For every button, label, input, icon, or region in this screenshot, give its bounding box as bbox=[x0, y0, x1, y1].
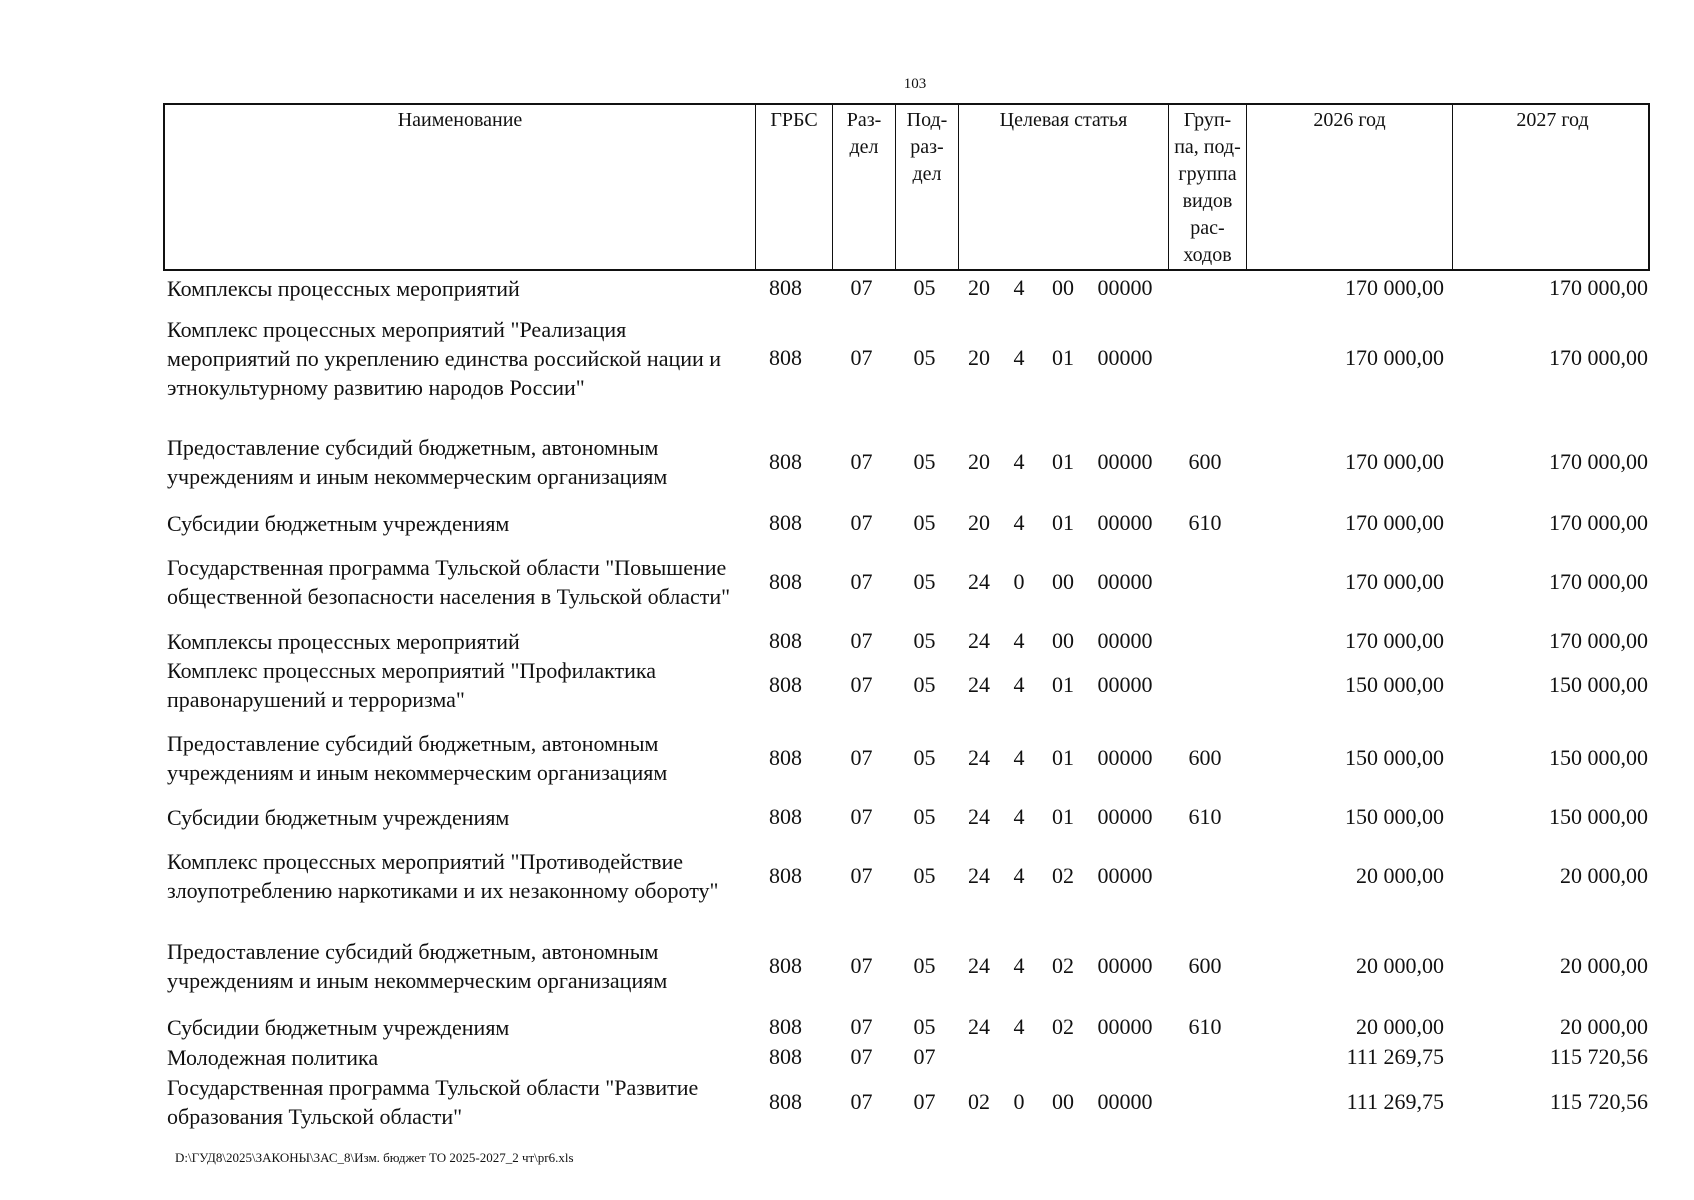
row-target-2: 4 bbox=[1013, 953, 1025, 978]
row-razdel: 07 bbox=[850, 863, 873, 888]
row-target-1: 24 bbox=[968, 863, 990, 888]
row-target-2: 0 bbox=[1013, 569, 1025, 594]
row-target-2: 4 bbox=[1013, 804, 1025, 829]
table-row bbox=[163, 272, 1650, 304]
row-group: 600 bbox=[1188, 449, 1222, 474]
row-grbs: 808 bbox=[769, 1014, 802, 1039]
row-podrazdel: 07 bbox=[913, 1089, 936, 1114]
table-row bbox=[163, 1012, 1650, 1042]
row-2026: 150 000,00 bbox=[1345, 672, 1444, 697]
header-razdel: Раз- дел bbox=[832, 105, 895, 269]
row-razdel: 07 bbox=[850, 1044, 873, 1069]
row-2027: 20 000,00 bbox=[1560, 1014, 1648, 1039]
row-target-4: 00000 bbox=[1097, 275, 1153, 300]
row-target-3: 02 bbox=[1052, 863, 1074, 888]
row-2027: 115 720,56 bbox=[1549, 1044, 1648, 1069]
row-name: Комплекс процессных мероприятий "Реализация мероприятий по укреплению единства российской нации и этнокультурному развитию народов России" bbox=[167, 316, 722, 400]
header-2026: 2026 год bbox=[1246, 105, 1452, 269]
row-grbs: 808 bbox=[769, 745, 802, 770]
row-target-1: 24 bbox=[968, 745, 990, 770]
row-target-4: 00000 bbox=[1097, 953, 1153, 978]
row-target-1: 20 bbox=[968, 345, 990, 370]
row-2026: 20 000,00 bbox=[1356, 953, 1444, 978]
row-target-3: 01 bbox=[1052, 804, 1074, 829]
page-number: 103 bbox=[903, 76, 927, 92]
row-name: Предоставление субсидий бюджетным, автономным учреждениям и иным некоммерческим организациям bbox=[167, 939, 668, 993]
row-target-1: 20 bbox=[968, 275, 990, 300]
row-name: Молодежная политика bbox=[167, 1044, 379, 1070]
row-podrazdel: 05 bbox=[913, 672, 936, 697]
row-2026: 170 000,00 bbox=[1345, 345, 1444, 370]
row-2026: 20 000,00 bbox=[1356, 1014, 1444, 1039]
row-grbs: 808 bbox=[769, 569, 802, 594]
row-target-1: 24 bbox=[968, 628, 990, 653]
row-razdel: 07 bbox=[850, 953, 873, 978]
row-target-2 bbox=[999, 1042, 1039, 1072]
row-podrazdel: 05 bbox=[913, 1014, 936, 1039]
row-razdel: 07 bbox=[850, 1089, 873, 1114]
row-target-1: 24 bbox=[968, 953, 990, 978]
row-podrazdel: 05 bbox=[913, 510, 936, 535]
row-razdel: 07 bbox=[850, 449, 873, 474]
row-target-4: 00000 bbox=[1097, 510, 1153, 535]
row-target-3: 02 bbox=[1052, 953, 1074, 978]
row-group: 610 bbox=[1188, 804, 1222, 829]
row-group bbox=[1166, 1042, 1244, 1072]
row-target-2: 0 bbox=[1013, 1089, 1025, 1114]
row-target-4: 00000 bbox=[1097, 345, 1153, 370]
row-razdel: 07 bbox=[850, 510, 873, 535]
table-row bbox=[163, 802, 1650, 832]
row-2027: 170 000,00 bbox=[1549, 449, 1648, 474]
row-2026: 170 000,00 bbox=[1345, 628, 1444, 653]
table-row bbox=[163, 728, 1650, 788]
row-name: Государственная программа Тульской области "Повышение общественной безопасности населения в Тульской области" bbox=[167, 555, 731, 609]
row-group bbox=[1166, 656, 1244, 714]
table-row bbox=[163, 1072, 1650, 1132]
row-2026: 150 000,00 bbox=[1345, 804, 1444, 829]
row-target-1: 02 bbox=[968, 1089, 990, 1114]
row-2027: 150 000,00 bbox=[1549, 804, 1648, 829]
row-razdel: 07 bbox=[850, 345, 873, 370]
row-target-1 bbox=[959, 1042, 999, 1072]
row-2026: 170 000,00 bbox=[1345, 569, 1444, 594]
row-2027: 170 000,00 bbox=[1549, 345, 1648, 370]
row-target-2: 4 bbox=[1013, 449, 1025, 474]
row-target-2: 4 bbox=[1013, 863, 1025, 888]
table-row bbox=[163, 626, 1650, 656]
row-podrazdel: 05 bbox=[913, 569, 936, 594]
row-grbs: 808 bbox=[769, 953, 802, 978]
row-name: Комплекс процессных мероприятий "Профилактика правонарушений и терроризма" bbox=[167, 658, 657, 712]
row-target-1: 24 bbox=[968, 804, 990, 829]
row-target-3: 01 bbox=[1052, 672, 1074, 697]
row-target-1: 24 bbox=[968, 569, 990, 594]
row-target-4: 00000 bbox=[1097, 745, 1153, 770]
row-group bbox=[1166, 272, 1244, 304]
row-2027: 170 000,00 bbox=[1549, 275, 1648, 300]
table-row bbox=[163, 1042, 1650, 1072]
row-target-1: 24 bbox=[968, 672, 990, 697]
row-target-3: 00 bbox=[1052, 1089, 1074, 1114]
row-2027: 170 000,00 bbox=[1549, 569, 1648, 594]
table-row bbox=[163, 508, 1650, 538]
header-grbs: ГРБС bbox=[755, 105, 832, 269]
row-grbs: 808 bbox=[769, 449, 802, 474]
row-name: Предоставление субсидий бюджетным, автономным учреждениям и иным некоммерческим организациям bbox=[167, 435, 668, 489]
row-podrazdel: 05 bbox=[913, 804, 936, 829]
row-2026: 111 269,75 bbox=[1346, 1044, 1444, 1069]
row-name: Субсидии бюджетным учреждениям bbox=[167, 1014, 510, 1040]
header-target: Целевая статья bbox=[958, 105, 1168, 269]
header-podrazdel: Под- раз- дел bbox=[895, 105, 958, 269]
row-target-4: 00000 bbox=[1097, 628, 1153, 653]
header-2027: 2027 год bbox=[1452, 105, 1652, 269]
row-name: Государственная программа Тульской области "Развитие образования Тульской области" bbox=[167, 1075, 699, 1129]
table-row bbox=[163, 314, 1650, 402]
row-target-3: 00 bbox=[1052, 628, 1074, 653]
row-target-3 bbox=[1041, 1042, 1085, 1072]
row-target-3: 01 bbox=[1052, 510, 1074, 535]
table-row bbox=[163, 936, 1650, 996]
row-podrazdel: 05 bbox=[913, 863, 936, 888]
row-2026: 20 000,00 bbox=[1356, 863, 1444, 888]
row-2026: 150 000,00 bbox=[1345, 745, 1444, 770]
row-target-4: 00000 bbox=[1097, 569, 1153, 594]
row-target-4 bbox=[1085, 1042, 1165, 1072]
header-group: Груп- па, под- группа видов рас- ходов bbox=[1168, 105, 1246, 269]
row-target-3: 01 bbox=[1052, 449, 1074, 474]
row-grbs: 808 bbox=[769, 1089, 802, 1114]
row-target-3: 01 bbox=[1052, 345, 1074, 370]
header-name: Наименование bbox=[397, 109, 523, 131]
row-target-2: 4 bbox=[1013, 672, 1025, 697]
row-target-1: 20 bbox=[968, 449, 990, 474]
row-razdel: 07 bbox=[850, 804, 873, 829]
row-podrazdel: 05 bbox=[913, 953, 936, 978]
row-group bbox=[1166, 538, 1244, 626]
row-2026: 170 000,00 bbox=[1345, 510, 1444, 535]
row-name: Субсидии бюджетным учреждениям bbox=[167, 804, 510, 830]
row-target-4: 00000 bbox=[1097, 804, 1153, 829]
row-group bbox=[1166, 832, 1244, 920]
row-razdel: 07 bbox=[850, 1014, 873, 1039]
row-target-3: 00 bbox=[1052, 569, 1074, 594]
table-row bbox=[163, 538, 1650, 626]
row-grbs: 808 bbox=[769, 672, 802, 697]
row-target-4: 00000 bbox=[1097, 1014, 1153, 1039]
row-target-3: 01 bbox=[1052, 745, 1074, 770]
row-grbs: 808 bbox=[769, 1044, 802, 1069]
row-target-4: 00000 bbox=[1097, 672, 1153, 697]
row-2027: 170 000,00 bbox=[1549, 510, 1648, 535]
table-row bbox=[163, 656, 1650, 714]
row-podrazdel: 05 bbox=[913, 745, 936, 770]
row-podrazdel: 05 bbox=[913, 275, 936, 300]
row-razdel: 07 bbox=[850, 628, 873, 653]
table-row bbox=[163, 432, 1650, 492]
row-2027: 150 000,00 bbox=[1549, 745, 1648, 770]
row-name: Комплексы процессных мероприятий bbox=[167, 275, 520, 301]
row-name: Предоставление субсидий бюджетным, автономным учреждениям и иным некоммерческим организациям bbox=[167, 731, 668, 785]
file-path-footer: D:\ГУД8\2025\ЗАКОНЫ\ЗАС_8\Изм. бюджет ТО 2025-2027_2 чт\pr6.xls bbox=[175, 1150, 574, 1165]
row-grbs: 808 bbox=[769, 275, 802, 300]
row-name: Субсидии бюджетным учреждениям bbox=[167, 510, 510, 536]
row-target-1: 24 bbox=[968, 1014, 990, 1039]
row-target-3: 00 bbox=[1052, 275, 1074, 300]
row-2026: 170 000,00 bbox=[1345, 275, 1444, 300]
row-target-4: 00000 bbox=[1097, 1089, 1153, 1114]
row-podrazdel: 05 bbox=[913, 628, 936, 653]
row-target-3: 02 bbox=[1052, 1014, 1074, 1039]
table-row bbox=[163, 832, 1650, 920]
row-target-4: 00000 bbox=[1097, 863, 1153, 888]
row-grbs: 808 bbox=[769, 804, 802, 829]
row-podrazdel: 07 bbox=[913, 1044, 936, 1069]
row-grbs: 808 bbox=[769, 628, 802, 653]
row-2027: 20 000,00 bbox=[1560, 863, 1648, 888]
row-target-2: 4 bbox=[1013, 628, 1025, 653]
row-target-2: 4 bbox=[1013, 1014, 1025, 1039]
row-target-2: 4 bbox=[1013, 510, 1025, 535]
row-razdel: 07 bbox=[850, 672, 873, 697]
row-target-2: 4 bbox=[1013, 275, 1025, 300]
row-razdel: 07 bbox=[850, 275, 873, 300]
row-podrazdel: 05 bbox=[913, 345, 936, 370]
row-group: 610 bbox=[1188, 1014, 1222, 1039]
row-razdel: 07 bbox=[850, 569, 873, 594]
row-grbs: 808 bbox=[769, 345, 802, 370]
row-target-2: 4 bbox=[1013, 745, 1025, 770]
row-group bbox=[1166, 1072, 1244, 1132]
row-name: Комплексы процессных мероприятий bbox=[167, 628, 520, 654]
row-target-1: 20 bbox=[968, 510, 990, 535]
row-group: 600 bbox=[1188, 745, 1222, 770]
row-razdel: 07 bbox=[850, 745, 873, 770]
row-target-4: 00000 bbox=[1097, 449, 1153, 474]
row-2027: 20 000,00 bbox=[1560, 953, 1648, 978]
row-grbs: 808 bbox=[769, 863, 802, 888]
row-2027: 170 000,00 bbox=[1549, 628, 1648, 653]
table-header bbox=[163, 103, 1650, 271]
row-grbs: 808 bbox=[769, 510, 802, 535]
row-2026: 170 000,00 bbox=[1345, 449, 1444, 474]
row-name: Комплекс процессных мероприятий "Противодействие злоупотреблению наркотиками и их незаконному обороту" bbox=[167, 849, 719, 903]
row-2027: 115 720,56 bbox=[1549, 1089, 1648, 1114]
row-group bbox=[1166, 314, 1244, 402]
row-group: 600 bbox=[1188, 953, 1222, 978]
row-2026: 111 269,75 bbox=[1346, 1089, 1444, 1114]
row-2027: 150 000,00 bbox=[1549, 672, 1648, 697]
row-group bbox=[1166, 626, 1244, 656]
row-podrazdel: 05 bbox=[913, 449, 936, 474]
row-group: 610 bbox=[1188, 510, 1222, 535]
row-target-2: 4 bbox=[1013, 345, 1025, 370]
